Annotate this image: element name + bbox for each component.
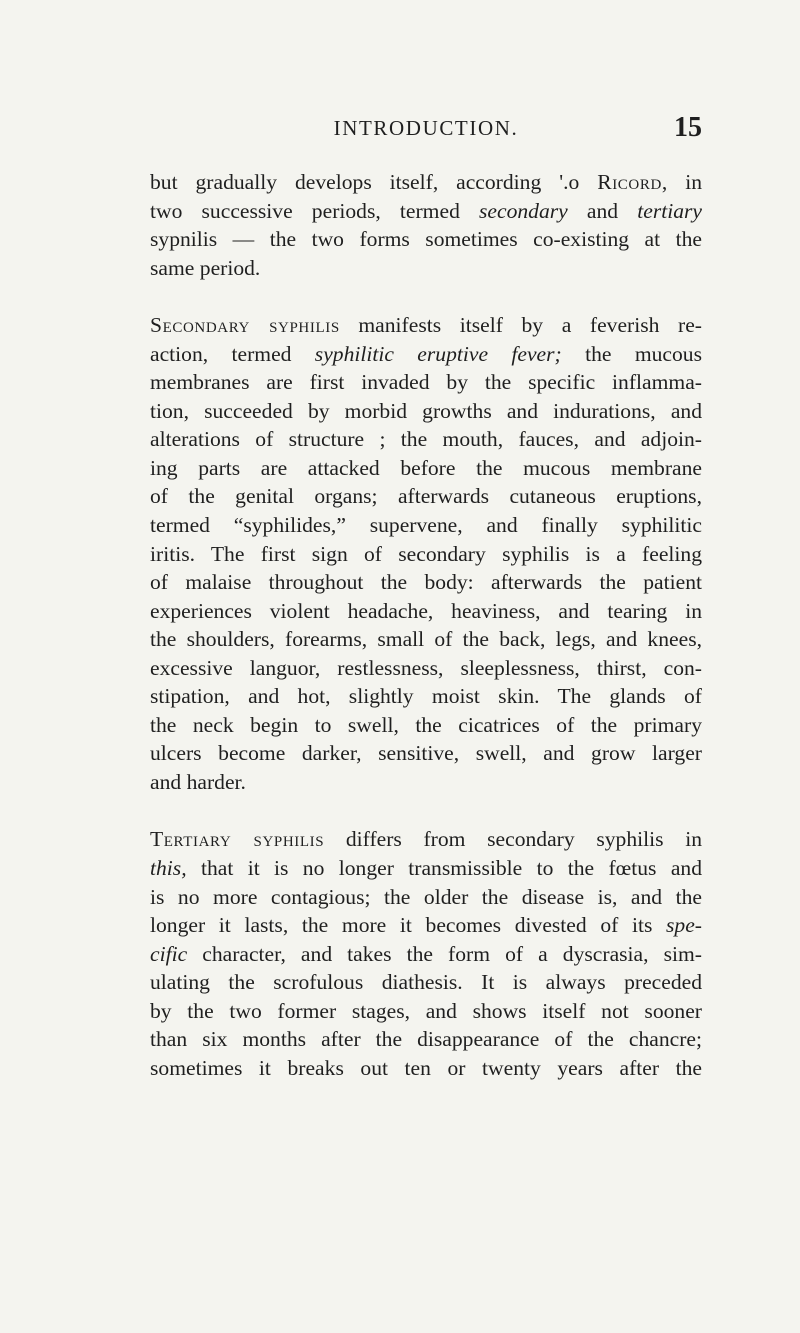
text-line [150, 768, 702, 797]
italic-text: cific [150, 941, 188, 966]
text-run: experiences violent headache, heaviness, and tearing in [150, 598, 702, 623]
small-caps-text: Secondary syphilis [150, 313, 340, 338]
body-text [150, 168, 702, 1082]
text-line [150, 1054, 702, 1083]
text-run: stipation, and hot, slightly moist skin. The glands of [150, 684, 702, 709]
text-run: iritis. The first sign of secondary syphilis is a feeling [150, 541, 702, 566]
italic-text: secondary [479, 198, 568, 223]
text-run: that it is no longer transmissible to the fœtus and [186, 856, 702, 881]
text-run: than six months after the disappearance of the chancre; [150, 1027, 702, 1052]
text-line [150, 254, 702, 283]
paragraph [150, 168, 702, 282]
text-line [150, 968, 702, 997]
text-line [150, 482, 702, 511]
text-run: manifests itself by a feverish re- [339, 313, 702, 338]
text-line [150, 1025, 702, 1054]
text-run: character, and takes the form of a dyscrasia, sim- [187, 941, 702, 966]
text-line [150, 883, 702, 912]
page-number: 15 [674, 112, 702, 143]
text-run: sypnilis — the two forms sometimes co-existing at the [150, 227, 702, 252]
text-run: and harder. [150, 769, 246, 794]
text-line [150, 654, 702, 683]
text-line [150, 682, 702, 711]
text-run: , in [661, 170, 702, 194]
italic-text: spe- [666, 913, 702, 938]
text-run: and [567, 198, 638, 223]
text-run: alterations of structure ; the mouth, fauces, and adjoin- [150, 427, 702, 452]
text-line [150, 825, 702, 854]
text-line [150, 911, 702, 940]
text-line [150, 368, 702, 397]
text-line [150, 168, 702, 197]
text-run: the mucous [561, 341, 702, 366]
text-run: but gradually develops itself, according [150, 170, 560, 194]
text-line [150, 397, 702, 426]
text-run: of the genital organs; afterwards cutaneous eruptions, [150, 484, 702, 509]
text-run: ulating the scrofulous diathesis. It is always preceded [150, 970, 702, 995]
text-run: ing parts are attacked before the mucous membrane [150, 455, 702, 480]
text-run: tion, succeeded by morbid growths and indurations, and [150, 398, 702, 423]
text-run: differs from secondary syphilis in [324, 827, 702, 852]
italic-text: syphilitic eruptive fever; [314, 341, 562, 366]
text-run: excessive languor, restlessness, sleeplessness, thirst, con- [150, 655, 702, 680]
text-line [150, 940, 702, 969]
text-line [150, 454, 702, 483]
italic-text: this, [150, 856, 187, 881]
paragraph [150, 311, 702, 796]
paragraph-gap [150, 282, 702, 311]
text-line [150, 197, 702, 226]
text-run: same period. [150, 255, 261, 280]
text-line [150, 625, 702, 654]
text-line [150, 739, 702, 768]
text-line [150, 597, 702, 626]
text-run: membranes are first invaded by the specific inflamma- [150, 370, 702, 395]
text-run: termed “syphilides,” supervene, and finally syphilitic [150, 513, 702, 538]
text-line [150, 711, 702, 740]
paragraph [150, 825, 702, 1082]
italic-text: tertiary [637, 198, 703, 223]
text-run: the shoulders, forearms, small of the back, legs, and knees, [150, 627, 702, 652]
text-run: the neck begin to swell, the cicatrices of the primary [150, 712, 702, 737]
text-line [150, 540, 702, 569]
text-run: of malaise throughout the body: afterwards the patient [150, 570, 702, 595]
text-line [150, 425, 702, 454]
text-line [150, 311, 702, 340]
text-line [150, 997, 702, 1026]
text-line [150, 568, 702, 597]
page-header [150, 112, 702, 144]
text-line [150, 511, 702, 540]
text-line [150, 225, 702, 254]
small-caps-text: Ricord [597, 170, 662, 194]
text-run: by the two former stages, and shows itself not sooner [150, 998, 702, 1023]
running-head: INTRODUCTION. [333, 116, 519, 140]
text-run: is no more contagious; the older the disease is, and the [150, 884, 702, 909]
text-run: longer it lasts, the more it becomes divested of its [150, 913, 667, 938]
text-run: '.o [559, 170, 598, 194]
text-line [150, 340, 702, 369]
paragraph-gap [150, 796, 702, 825]
text-run: two successive periods, termed [150, 198, 480, 223]
text-line [150, 854, 702, 883]
text-run: ulcers become darker, sensitive, swell, and grow larger [150, 741, 702, 766]
text-run: action, termed [150, 341, 315, 366]
text-run: sometimes it breaks out ten or twenty years after the [150, 1055, 702, 1080]
small-caps-text: Tertiary syphilis [150, 827, 325, 852]
